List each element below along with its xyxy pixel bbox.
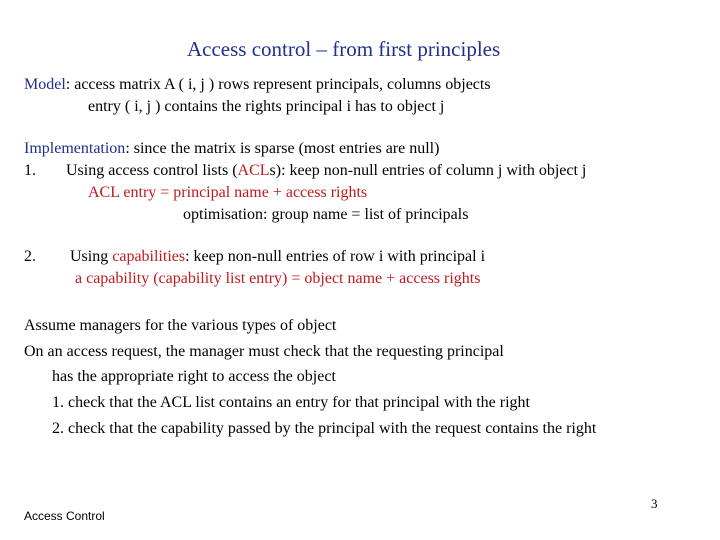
- implementation-intro: : since the matrix is sparse (most entries are null): [125, 140, 440, 157]
- acl-entry-definition: ACL entry = principal name + access rights: [88, 184, 368, 201]
- capabilities-term: capabilities: [112, 248, 186, 265]
- capability-definition: a capability (capability list entry) = object name + access rights: [75, 270, 481, 287]
- footer-label: Access Control: [24, 509, 105, 523]
- page-number: 3: [651, 496, 658, 511]
- acl-optimisation: optimisation: group name = list of principals: [183, 206, 469, 223]
- managers-line-3: has the appropriate right to access the object: [52, 368, 336, 385]
- managers-line-1: Assume managers for the various types of object: [24, 317, 337, 334]
- model-line-2: entry ( i, j ) contains the rights principal i has to object j: [88, 98, 445, 115]
- item-1-post: s): keep non-null entries of column j with object j: [269, 162, 587, 179]
- item-1-number: 1.: [24, 162, 36, 179]
- item-2-post: : keep non-null entries of row i with principal i: [185, 248, 486, 265]
- implementation-line: [24, 139, 439, 159]
- managers-line-2: On an access request, the manager must check that the requesting principal: [24, 343, 504, 360]
- item-2-number: 2.: [24, 248, 36, 265]
- item-1-pre: Using access control lists (: [66, 162, 238, 179]
- acl-term: ACL: [237, 162, 270, 179]
- managers-check-1: 1. check that the ACL list contains an entry for that principal with the right: [52, 394, 530, 411]
- page-title: Access control – from first principles: [187, 37, 501, 61]
- item-1-text: [66, 161, 586, 181]
- managers-check-2: 2. check that the capability passed by the principal with the request contains the right: [52, 420, 597, 437]
- model-label: Model: [24, 76, 66, 93]
- model-text-1: : access matrix A ( i, j ) rows represent principals, columns objects: [65, 76, 491, 93]
- item-2-pre: Using: [70, 248, 113, 265]
- implementation-label: Implementation: [24, 140, 126, 157]
- item-2-text: [70, 247, 485, 267]
- model-line-1: [24, 75, 491, 95]
